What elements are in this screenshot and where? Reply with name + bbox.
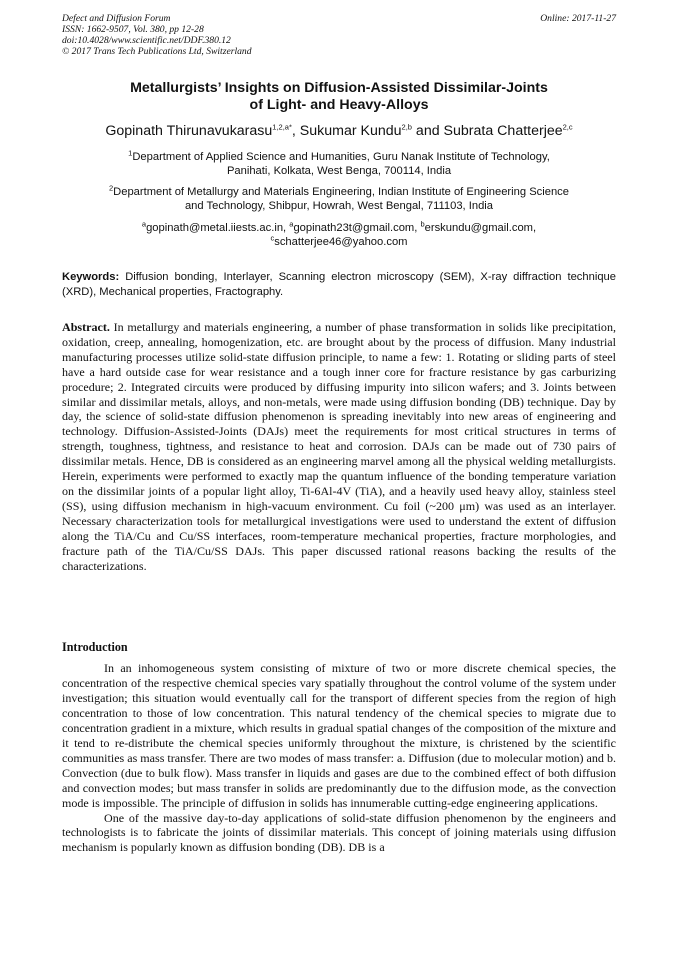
journal-copyright: © 2017 Trans Tech Publications Ltd, Switzerland [62,46,252,57]
journal-doi: doi:10.4028/www.scientific.net/DDF.380.12 [62,35,231,46]
affiliation-line: Department of Metallurgy and Materials Engineering, Indian Institute of Engineering Science [113,186,569,198]
affiliation-line: Panihati, Kolkata, West Benga, 700114, India [226,165,452,177]
email-link[interactable]: schatterjee46@yahoo.com [274,236,408,248]
section-heading-introduction: Introduction [62,640,128,654]
body-paragraph: In an inhomogeneous system consisting of mixture of two or more discrete chemical species, the concentration of the respective chemical species vary spatially throughout the control volume of the system under investigation; this situation would eventually call for the transport of different species from the region of high concentration to those of low concentration. This natural tendency of the chemical species to migrate due to concentration gradient in a mixture, which results in gradual spatial changes of the composition of the mixture and it tend to re-distribute the chemical species uniformly throughout the mixture, is christened by the scientific communities as mass transfer. There are two modes of mass transfer: a. Diffusion (due to molecular motion) and b. Convection (due to bulk flow). Mass transfer in liquids and gases are due to the combined effect of both diffusion and convection modes; but mass transfer in solids are predominantly due to the diffusion mode, as the convection mode is impossible. The principle of diffusion in solids has innumerable cutting-edge engineering applications. [62,661,616,810]
affiliation-1 [62,150,616,178]
author-name: Sukumar Kundu [299,123,402,139]
abstract-text: In metallurgy and materials engineering, a number of phase transformation in solids like precipitation, oxidation, creep, annealing, homogenization, etc. are brought about by the process of diffusion. Many industrial manufacturing processes utilize solid-state diffusion principle, to name a few: 1. Rotating or sliding parts of steel have a hard outside case for wear resistance and a tough inner core for fracture resistance by gas carburizing procedure; 2. Integrated circuits were produced by diffusing impurity into silicon wafers; and 3. Joints between similar and dissimilar metals, alloys, and non-metals, were made using diffusion bonding (DB) technique. Day by day, the science of solid-state diffusion phenomenon is spreading inevitably into new areas of engineering and technology. Diffusion-Assisted-Joints (DAJs) meet the requirements for most critical structures in terms of strength, toughness, tightness, and resistance to heat and corrosion. DAJs can be made out of 730 pairs of dissimilar metals. Hence, DB is considered as an engineering marvel among all the physical welding metallurgists. Herein, experiments were performed to exactly map the quantum influence of the bonding temperature variation on the dissimilar joints of a popular light alloy, Ti-6Al-4V (TiA), and a heavily used heavy alloy, stainless steel (SS), using diffusion mechanism in high-vacuum environment. Cu foil (~200 μm) was used as an interlayer. Necessary characterization tools for metallurgical investigations were used to understand the extent of diffusion along the TiA/Cu and Cu/SS interfaces, room-temperature mechanical properties, fracture morphologies, and fracture path of the TiA/Cu/SS DAJs. This paper discussed rational reasons backing the results of the characterizations. [62,320,616,573]
email-sup: c [270,233,275,243]
title-line-2: of Light- and Heavy-Alloys [249,97,429,113]
author-name: Subrata Chatterjee [443,123,563,139]
email-link[interactable]: gopinath@metal.iiests.ac.in, [146,222,290,234]
author-separator: , [291,123,300,139]
affiliation-sup: 2 [108,183,114,193]
author-list [40,123,638,140]
author-sup: 1,2,a* [272,122,292,132]
journal-name: Defect and Diffusion Forum [62,13,171,24]
abstract-label: Abstract. [62,320,110,334]
body-paragraph: One of the massive day-to-day applications of solid-state diffusion phenomenon by the engineers and technologists is to fabricate the joints of dissimilar materials. This concept of joining materials using diffusion mechanism is popularly known as diffusion bonding (DB). DB is a [62,810,616,855]
abstract [62,320,616,573]
keywords [62,270,616,299]
keywords-label: Keywords: [62,271,120,283]
paper-title [62,80,616,114]
email-sup: b [420,219,425,229]
email-link[interactable]: gopinath23t@gmail.com, [293,222,421,234]
affiliation-2 [62,185,616,213]
journal-issn: ISSN: 1662-9507, Vol. 380, pp 12-28 [62,24,204,35]
author-name: Gopinath Thirunavukarasu [105,123,273,139]
affiliation-sup: 1 [128,148,133,158]
email-sup: a [141,219,147,229]
author-sup: 2,c [562,122,573,132]
affiliation-line: Department of Applied Science and Humanities, Guru Nanak Institute of Technology, [132,151,550,163]
keywords-text: Diffusion bonding, Interlayer, Scanning electron microscopy (SEM), X-ray diffraction technique (XRD), Mechanical properties, Fractography. [62,271,616,298]
email-link[interactable]: erskundu@gmail.com, [424,222,537,234]
author-emails [62,221,616,249]
title-line-1: Metallurgists’ Insights on Diffusion-Assisted Dissimilar-Joints [130,80,548,96]
affiliation-line: and Technology, Shibpur, Howrah, West Bengal, 711103, India [184,200,494,212]
journal-header [62,13,616,57]
author-sup: 2,b [401,122,412,132]
introduction-body [62,661,616,855]
online-date: Online: 2017-11-27 [540,13,616,24]
email-sup: a [289,219,294,229]
author-separator: and [411,123,444,139]
